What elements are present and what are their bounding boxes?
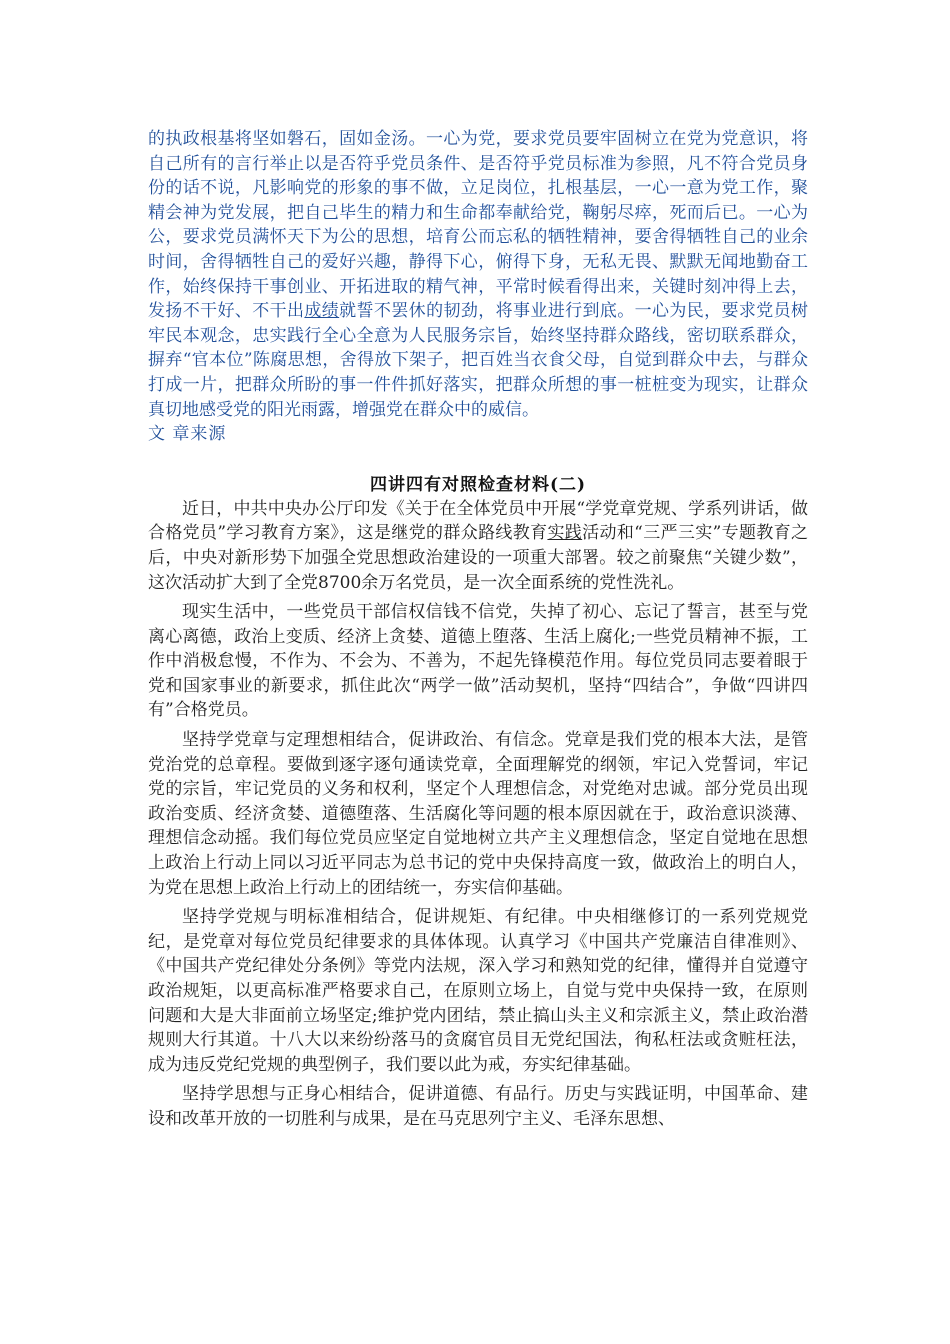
article-source-label: 文 章来源 — [148, 424, 227, 445]
body-paragraph-3: 坚持学党章与定理想相结合，促讲政治、有信念。党章是我们党的根本大法，是管党治党的总章程。要做到逐字逐句通读党章，全面理解党的纲领，牢记入党誓词，牢记党的宗旨，牢记党员的义务和权利，坚定个人理想信念，对党绝对忠诚。部分党员出现政治变质、经济贪婪、道德堕落、生活腐化等问题的根本原因就在于，政治意识淡薄、理想信念动摇。我们每位党员应坚定自觉地树立共产主义理想信念，坚定自觉地在思想上政治上行动上同以习近平同志为总书记的党中央保持高度一致，做政治上的明白人，为党在思想上政治上行动上的团结统一，夯实信仰基础。 — [148, 730, 808, 898]
body-paragraph-1 — [148, 497, 808, 595]
practice-link[interactable]: 实践 — [547, 523, 583, 544]
body-paragraph-2: 现实生活中，一些党员干部信权信钱不信党，失掉了初心、忘记了誓言，甚至与党离心离德，政治上变质、经济上贪婪、道德上堕落、生活上腐化;一些党员精神不振，工作中消极怠慢，不作为、不会为、不善为，不起先锋模范作用。每位党员同志要着眼于党和国家事业的新要求，抓住此次“两学一做”活动契机，坚持“四结合”，争做“四讲四有”合格党员。 — [148, 602, 808, 721]
paragraph-text-continued: 就誓不罢休的韧劲，将事业进行到底。一心为民，要求党员树牢民本观念，忠实践行全心全意为人民服务宗旨，始终坚持群众路线，密切联系群众，摒弃“官本位”陈腐思想，舍得放下架子，把百姓当衣食父母，自觉到群众中去，与群众打成一片，把群众所盼的事一件件抓好落实，把群众所想的事一桩桩变为现实，让群众真切地感受党的阳光雨露，增强党在群众中的威信。 — [148, 301, 809, 420]
document-page — [148, 127, 808, 1137]
paragraph-text: 近日，中共中央办公厅印发《关于在全体党员中开展“学党章党规、学系列讲话，做合格党员”学习教育方案》，这是继党的群众路线教育 — [148, 498, 808, 544]
previous-article-paragraph — [148, 127, 808, 422]
previous-article-section — [148, 127, 808, 447]
document-body — [148, 497, 808, 1132]
document-title: 四讲四有对照检查材料(二) — [369, 474, 587, 495]
achievement-link[interactable]: 成绩 — [304, 301, 340, 322]
paragraph-text: 的执政根基将坚如磐石，固如金汤。一心为党，要求党员要牢固树立在党为党意识，将自己所有的言行举止以是否符乎党员条件、是否符乎党员标准为参照，凡不符合党员身份的话不说，凡影响党的形象的事不做，立足岗位，扎根基层，一心一意为党工作，聚精会神为党发展，把自己毕生的精力和生命都奉献给党，鞠躬尽瘁，死而后已。一心为公，要求党员满怀天下为公的思想，培育公而忘私的牺牲精神，要舍得牺牲自己的业余时间，舍得牺牲自己的爱好兴趣，静得下心，俯得下身，无私无畏、默默无闻地勤奋工作，始终保持干事创业、开拓进取的精气神，平常时候看得出来，关键时刻冲得上去，发扬不干好、不干出 — [148, 129, 808, 322]
body-paragraph-4: 坚持学党规与明标准相结合，促讲规矩、有纪律。中央相继修订的一系列党规党纪，是党章对每位党员纪律要求的具体体现。认真学习《中国共产党廉洁自律准则》、《中国共产党纪律处分条例》等党内法规，深入学习和熟知党的纪律，懂得并自觉遵守政治规矩，以更高标准严格要求自己，在原则立场上，自觉与党中央保持一致，在原则问题和大是大非面前立场坚定;维护党内团结，禁止搞山头主义和宗派主义，禁止政治潜规则大行其道。十八大以来纷纷落马的贪腐官员目无党纪国法，徇私枉法或贪赃枉法，成为违反党纪党规的典型例子，我们要以此为戒，夯实纪律基础。 — [148, 907, 808, 1075]
body-paragraph-5: 坚持学思想与正身心相结合，促讲道德、有品行。历史与实践证明，中国革命、建设和改革开放的一切胜利与成果，是在马克思列宁主义、毛泽东思想、 — [148, 1084, 808, 1129]
paragraph-text-continued: 活动和“三严三实”专题教育之后，中央对新形势下加强全党思想政治建设的一项重大部署。较之前聚焦“关键少数”，这次活动扩大到了全党8700余万名党员，是一次全面系统的党性洗礼。 — [148, 523, 808, 593]
